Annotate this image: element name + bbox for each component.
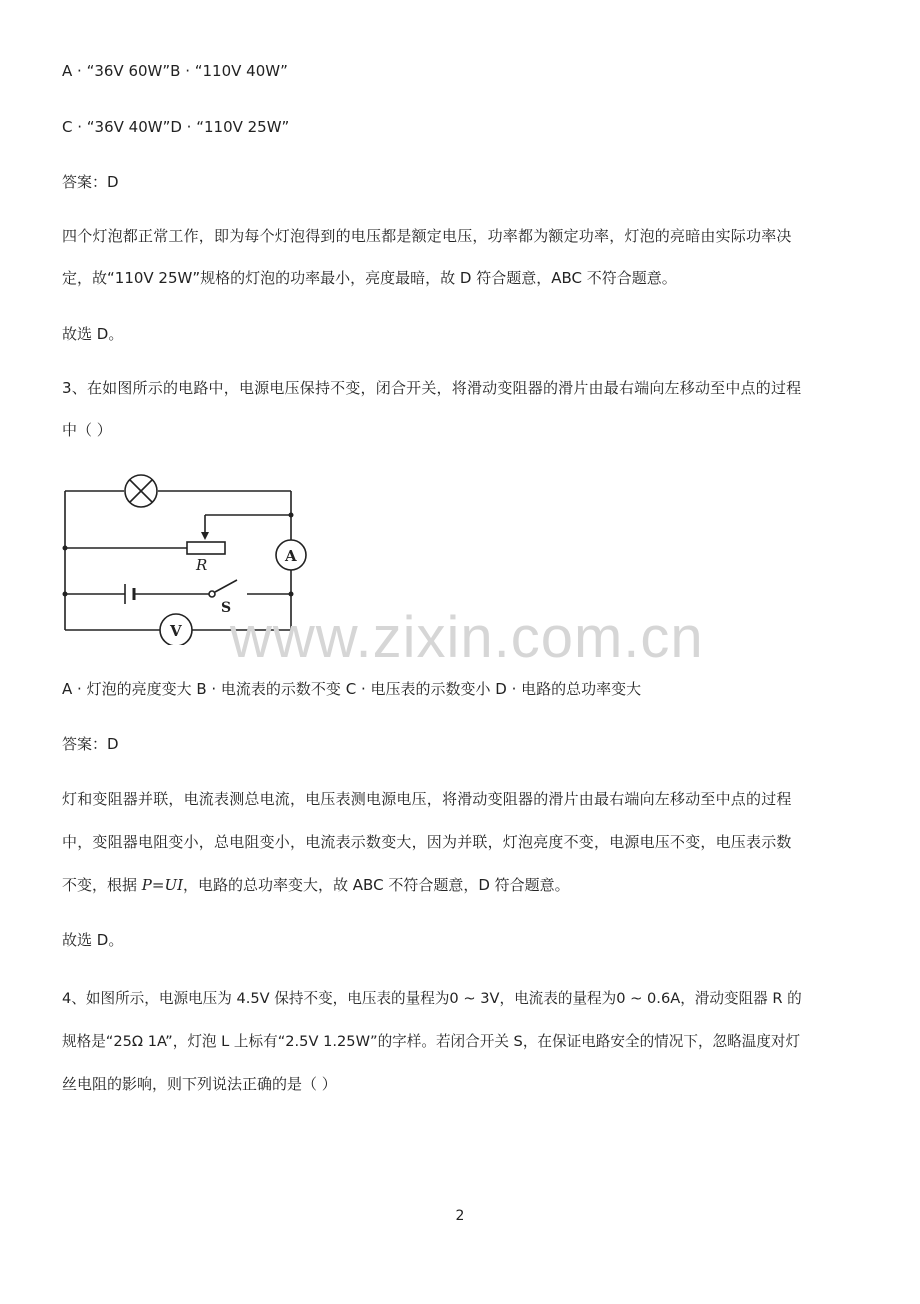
q3-explanation-line1: 灯和变阻器并联，电流表测总电流，电压表测电源电压，将滑动变阻器的滑片由最右端向左移动至中点的过程 — [62, 790, 792, 808]
q2-answer: 答案：D — [62, 173, 119, 191]
q4-stem-line3: 丝电阻的影响，则下列说法正确的是（ ） — [62, 1075, 337, 1093]
slider-arrow-icon — [201, 532, 209, 540]
switch-pivot — [209, 591, 215, 597]
q2-options-ab: A · “36V 60W”B · “110V 40W” — [62, 62, 288, 80]
junction-dot — [289, 513, 294, 518]
q3-options: A · 灯泡的亮度变大 B · 电流表的示数不变 C · 电压表的示数变小 D · 电路的总功率变大 — [62, 680, 642, 698]
q2-options-cd: C · “36V 40W”D · “110V 25W” — [62, 118, 290, 136]
q4-stem-line2: 规格是“25Ω 1A”，灯泡 L 上标有“2.5V 1.25W”的字样。若闭合开关 S，在保证电路安全的情况下，忽略温度对灯 — [62, 1033, 801, 1050]
formula: P=UI — [141, 876, 184, 894]
q3-answer: 答案：D — [62, 735, 119, 753]
junction-dot — [63, 592, 68, 597]
ammeter-label: A — [285, 547, 297, 565]
q3-stem-line2: 中（ ） — [62, 421, 112, 439]
junction-dot — [63, 546, 68, 551]
explanation-text: ，电路的总功率变大，故 ABC 不符合题意，D 符合题意。 — [183, 876, 570, 894]
q3-stem-line1: 3、在如图所示的电路中，电源电压保持不变，闭合开关，将滑动变阻器的滑片由最右端向左移动至中点的过程 — [62, 379, 802, 397]
switch-label: S — [221, 600, 232, 616]
q2-explanation-line2: 定，故“110V 25W”规格的灯泡的功率最小，亮度最暗，故 D 符合题意，ABC 不符合题意。 — [62, 269, 677, 287]
watermark: www.zixin.com.cn — [230, 605, 704, 670]
resistor-symbol — [187, 542, 225, 554]
q3-conclusion: 故选 D。 — [62, 931, 124, 949]
junction-dot — [289, 592, 294, 597]
q3-explanation-line3 — [62, 875, 570, 895]
q2-explanation-line1: 四个灯泡都正常工作，即为每个灯泡得到的电压都是额定电压，功率都为额定功率，灯泡的亮暗由实际功率决 — [62, 227, 792, 245]
q4-stem-line1: 4、如图所示，电源电压为 4.5V 保持不变，电压表的量程为0 ~ 3V，电流表的量程为0 ~ 0.6A，滑动变阻器 R 的 — [62, 990, 802, 1007]
voltmeter-label: V — [170, 622, 182, 640]
explanation-text: 不变，根据 — [62, 876, 142, 894]
q3-explanation-line2: 中，变阻器电阻变小，总电阻变小，电流表示数变大，因为并联，灯泡亮度不变，电源电压不变，电压表示数 — [62, 833, 792, 851]
q2-conclusion: 故选 D。 — [62, 325, 124, 343]
page-number: 2 — [455, 1208, 465, 1224]
resistor-label: R — [196, 556, 208, 574]
